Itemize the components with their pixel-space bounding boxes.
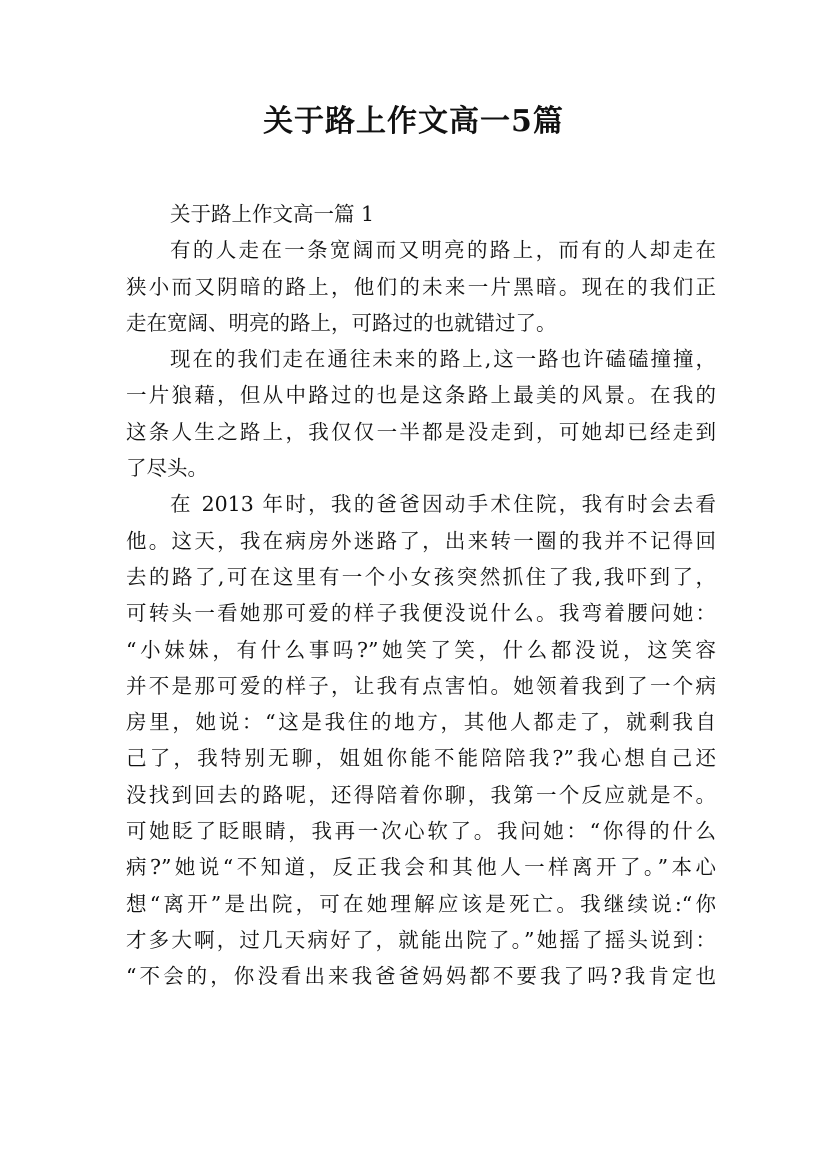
- essay-subtitle: 关于路上作文高一篇 1: [170, 202, 375, 226]
- text-line: 病?”她说“不知道，反正我会和其他人一样离开了。”本心: [126, 855, 716, 880]
- text-line: 己了，我特别无聊，姐姐你能不能陪陪我?”我心想自己还: [126, 746, 716, 771]
- text-line: 有的人走在一条宽阔而又明亮的路上，而有的人却走在: [170, 238, 716, 263]
- text-line: “小妹妹，有什么事吗?”她笑了笑，什么都没说，这笑容: [126, 637, 716, 662]
- text-line: 在 2013 年时，我的爸爸因动手术住院，我有时会去看: [170, 492, 716, 517]
- text-line: 走在宽阔、明亮的路上，可路过的也就错过了。: [126, 310, 557, 335]
- text-line: 现在的我们走在通往未来的路上,这一路也许磕磕撞撞，: [170, 347, 716, 372]
- text-line: 可她眨了眨眼睛，我再一次心软了。我问她：“你得的什么: [126, 819, 716, 844]
- text-line: 这条人生之路上，我仅仅一半都是没走到，可她却已经走到: [126, 419, 716, 444]
- text-line: 可转头一看她那可爱的样子我便没说什么。我弯着腰问她：: [126, 601, 716, 626]
- text-line: 没找到回去的路呢，还得陪着你聊，我第一个反应就是不。: [126, 782, 716, 807]
- text-line: 狭小而又阴暗的路上，他们的未来一片黑暗。现在的我们正: [126, 274, 716, 299]
- document-title: 关于路上作文高一5篇: [263, 104, 564, 139]
- text-line: 房里，她说：“这是我住的地方，其他人都走了，就剩我自: [126, 710, 716, 735]
- text-line: 了尽头。: [126, 456, 208, 481]
- text-line: 才多大啊，过几天病好了，就能出院了。”她摇了摇头说到：: [126, 927, 716, 952]
- text-line: 一片狼藉，但从中路过的也是这条路上最美的风景。在我的: [126, 383, 716, 408]
- text-line: 想“离开”是出院，可在她理解应该是死亡。我继续说:“你: [126, 891, 716, 916]
- document-body: [126, 196, 716, 995]
- text-line: 他。这天，我在病房外迷路了，出来转一圈的我并不记得回: [126, 528, 716, 553]
- text-line: 去的路了,可在这里有一个小女孩突然抓住了我,我吓到了，: [126, 564, 716, 589]
- text-line: “不会的，你没看出来我爸爸妈妈都不要我了吗?我肯定也: [126, 964, 716, 989]
- text-line: 并不是那可爱的样子，让我有点害怕。她领着我到了一个病: [126, 673, 716, 698]
